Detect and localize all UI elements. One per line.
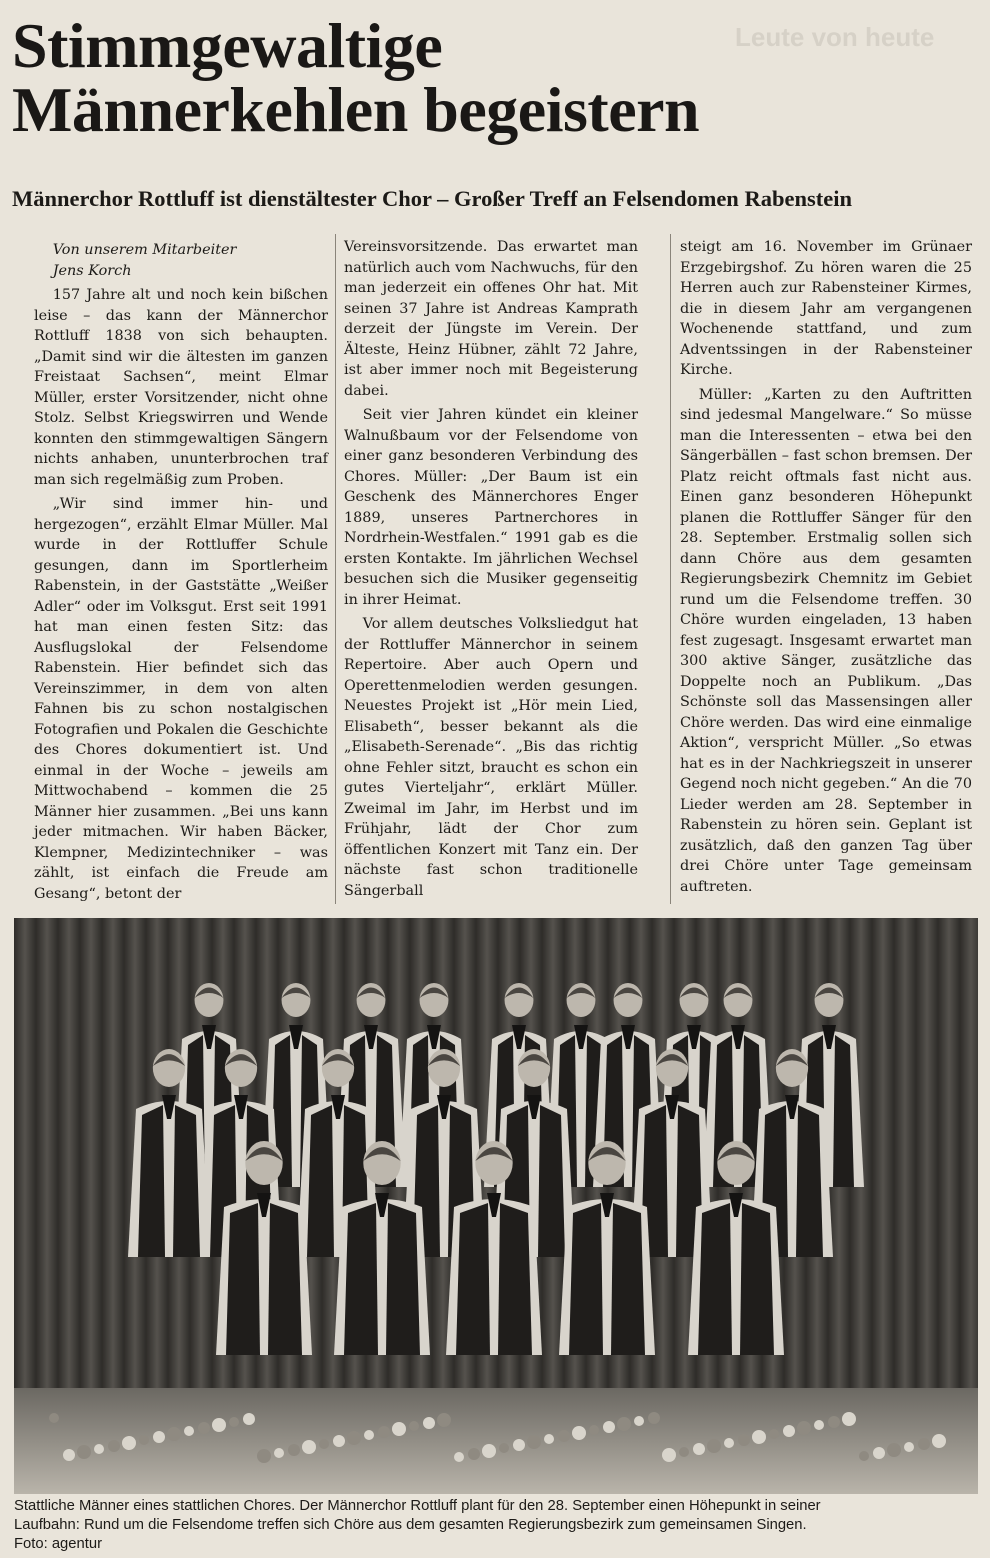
headline bbox=[12, 10, 912, 145]
choir-group-photo bbox=[14, 918, 978, 1494]
byline bbox=[34, 240, 328, 281]
paragraph: steigt am 16. November im Grünaer Erzgebirgshof. Zu hören waren die 25 Herren auch zur Rabensteiner Kirmes, die in diesem Jahr am vergangenen Wochenende stattfand, und zum Adventssingen in der Rabensteiner Kirche. bbox=[680, 239, 972, 378]
paragraph: Müller: „Karten zu den Auftritten sind jedesmal Mangelware.“ So müsse man die Interessenten – etwa bei den Sängerbällen – fast schon bremsen. Der Platz reicht oftmals fast nicht aus. Einen ganz besonderen Höhepunkt planen die Rottluffer Sänger für den 28. September. Erstmalig sollen sich dann Chöre aus dem gesamten Regierungsbezirk Chemnitz im Gebiet rund um die Felsendome treffen. 30 Chöre wurden eingeladen, 13 haben fest zugesagt. Insgesamt erwartet man 300 aktive Sänger, zusätzliche das Doppelte noch an Publikum. „Das Schönste soll das Massensingen aller Chöre werden. Das wird eine einmalige Aktion“, verspricht Müller. „So etwas hat es in der Nachkriegszeit in unserer Gegend noch nicht gegeben.“ An die 70 Lieder werden am 28. September in Rabenstein zu hören sein. Geplant ist zusätzlich, daß den ganzen Tag über drei Chöre unter Tage gemeinsam auftreten. bbox=[680, 386, 972, 895]
choir-photo-illustration bbox=[14, 918, 978, 1494]
column-divider-2 bbox=[670, 234, 671, 904]
headline-line-1: Stimmgewaltige bbox=[12, 10, 443, 81]
photo-credit: Foto: agentur bbox=[14, 1536, 103, 1552]
byline-author: Jens Korch bbox=[52, 262, 132, 279]
article-column-1 bbox=[34, 240, 328, 904]
article-column-3 bbox=[680, 237, 972, 897]
headline-line-2: Männerkehlen begeistern bbox=[12, 74, 700, 145]
paragraph: 157 Jahre alt und noch kein bißchen leise – das kann der Männerchor Rottluff 1838 von sich behaupten. „Damit sind wir die ältesten im ganzen Freistaat Sachsen“, meint Elmar Müller, erster Vorsitzender, nicht ohne Stolz. Selbst Kriegswirren und Wende konnten den stimmgewaltigen Sängern nichts anhaben, ununterbrochen traf man sich regelmäßig zum Proben. bbox=[34, 287, 328, 488]
paragraph: Seit vier Jahren kündet ein kleiner Walnußbaum vor der Felsendome von einer ganz besonderen Verbindung des Chores. Müller: „Der Baum ist ein Geschenk des Männerchores Enger 1889, unseres Partnerchores in Nordrhein-Westfalen.“ 1991 gab es die ersten Kontakte. Im jährlichen Wechsel besuchen sich die Musiker gegenseitig in ihrer Heimat. bbox=[344, 407, 638, 608]
article-column-2 bbox=[344, 237, 638, 901]
paragraph: Vereinsvorsitzende. Das erwartet man natürlich auch vom Nachwuchs, für den man jederzeit ein offenes Ohr hat. Mit seinen 37 Jahre ist Andreas Kamprath derzeit der Jüngste im Verein. Der Älteste, Heinz Hübner, zählt 72 Jahre, ist aber immer noch mit Begeisterung dabei. bbox=[344, 239, 638, 399]
paragraph: „Wir sind immer hin- und hergezogen“, erzählt Elmar Müller. Mal wurde in der Rottluffer Schule gesungen, dann im Sportlerheim Rabenstein, in der Gaststätte „Weißer Adler“ oder im Volksgut. Erst seit 1991 hat man einen festen Sitz: das Ausflugslokal der Felsendome Rabenstein. Hier befindet sich das Vereinszimmer, in dem von alten Fahnen bis zu schon nostalgischen Fotografien und Pokalen die Geschichte des Chores dokumentiert ist. Und einmal in der Woche – jeweils am Mittwochabend – kommen die 25 Männer hier zusammen. „Bei uns kann jeder mitmachen. Wir haben Bäcker, Klempner, Medizintechniker – was zählt, ist einfach die Freude am Gesang“, betont der bbox=[34, 496, 328, 902]
caption-line-2: Laufbahn: Rund um die Felsendome treffen sich Chöre aus dem gesamten Regierungsbezirk zum gemeinsamen Singen. bbox=[14, 1517, 807, 1533]
bleed-through-text: Leute von heute bbox=[735, 22, 935, 52]
paragraph: Vor allem deutsches Volksliedgut hat der Rottluffer Männerchor in seinem Repertoire. Aber auch Opern und Operettenmelodien werden gesungen. Neuestes Projekt ist „Hör mein Lied, Elisabeth“, besser bekannt als die „Elisabeth-Serenade“. „Bis das richtig ohne Fehler sitzt, braucht es schon ein gutes Vierteljahr“, erklärt Müller. Zweimal im Jahr, im Herbst und im Frühjahr, lädt der Chor zum öffentlichen Konzert mit Tanz ein. Der nächste fast schon traditionelle Sängerball bbox=[344, 616, 638, 899]
byline-line-1: Von unserem Mitarbeiter bbox=[52, 242, 237, 258]
photo-caption bbox=[14, 1497, 984, 1554]
column-divider-1 bbox=[335, 234, 336, 904]
caption-line-1: Stattliche Männer eines stattlichen Chores. Der Männerchor Rottluff plant für den 28. September einen Höhepunkt in seiner bbox=[14, 1498, 821, 1514]
subheadline: Männerchor Rottluff ist dienstältester Chor – Großer Treff an Felsendomen Rabenstein bbox=[12, 186, 852, 211]
